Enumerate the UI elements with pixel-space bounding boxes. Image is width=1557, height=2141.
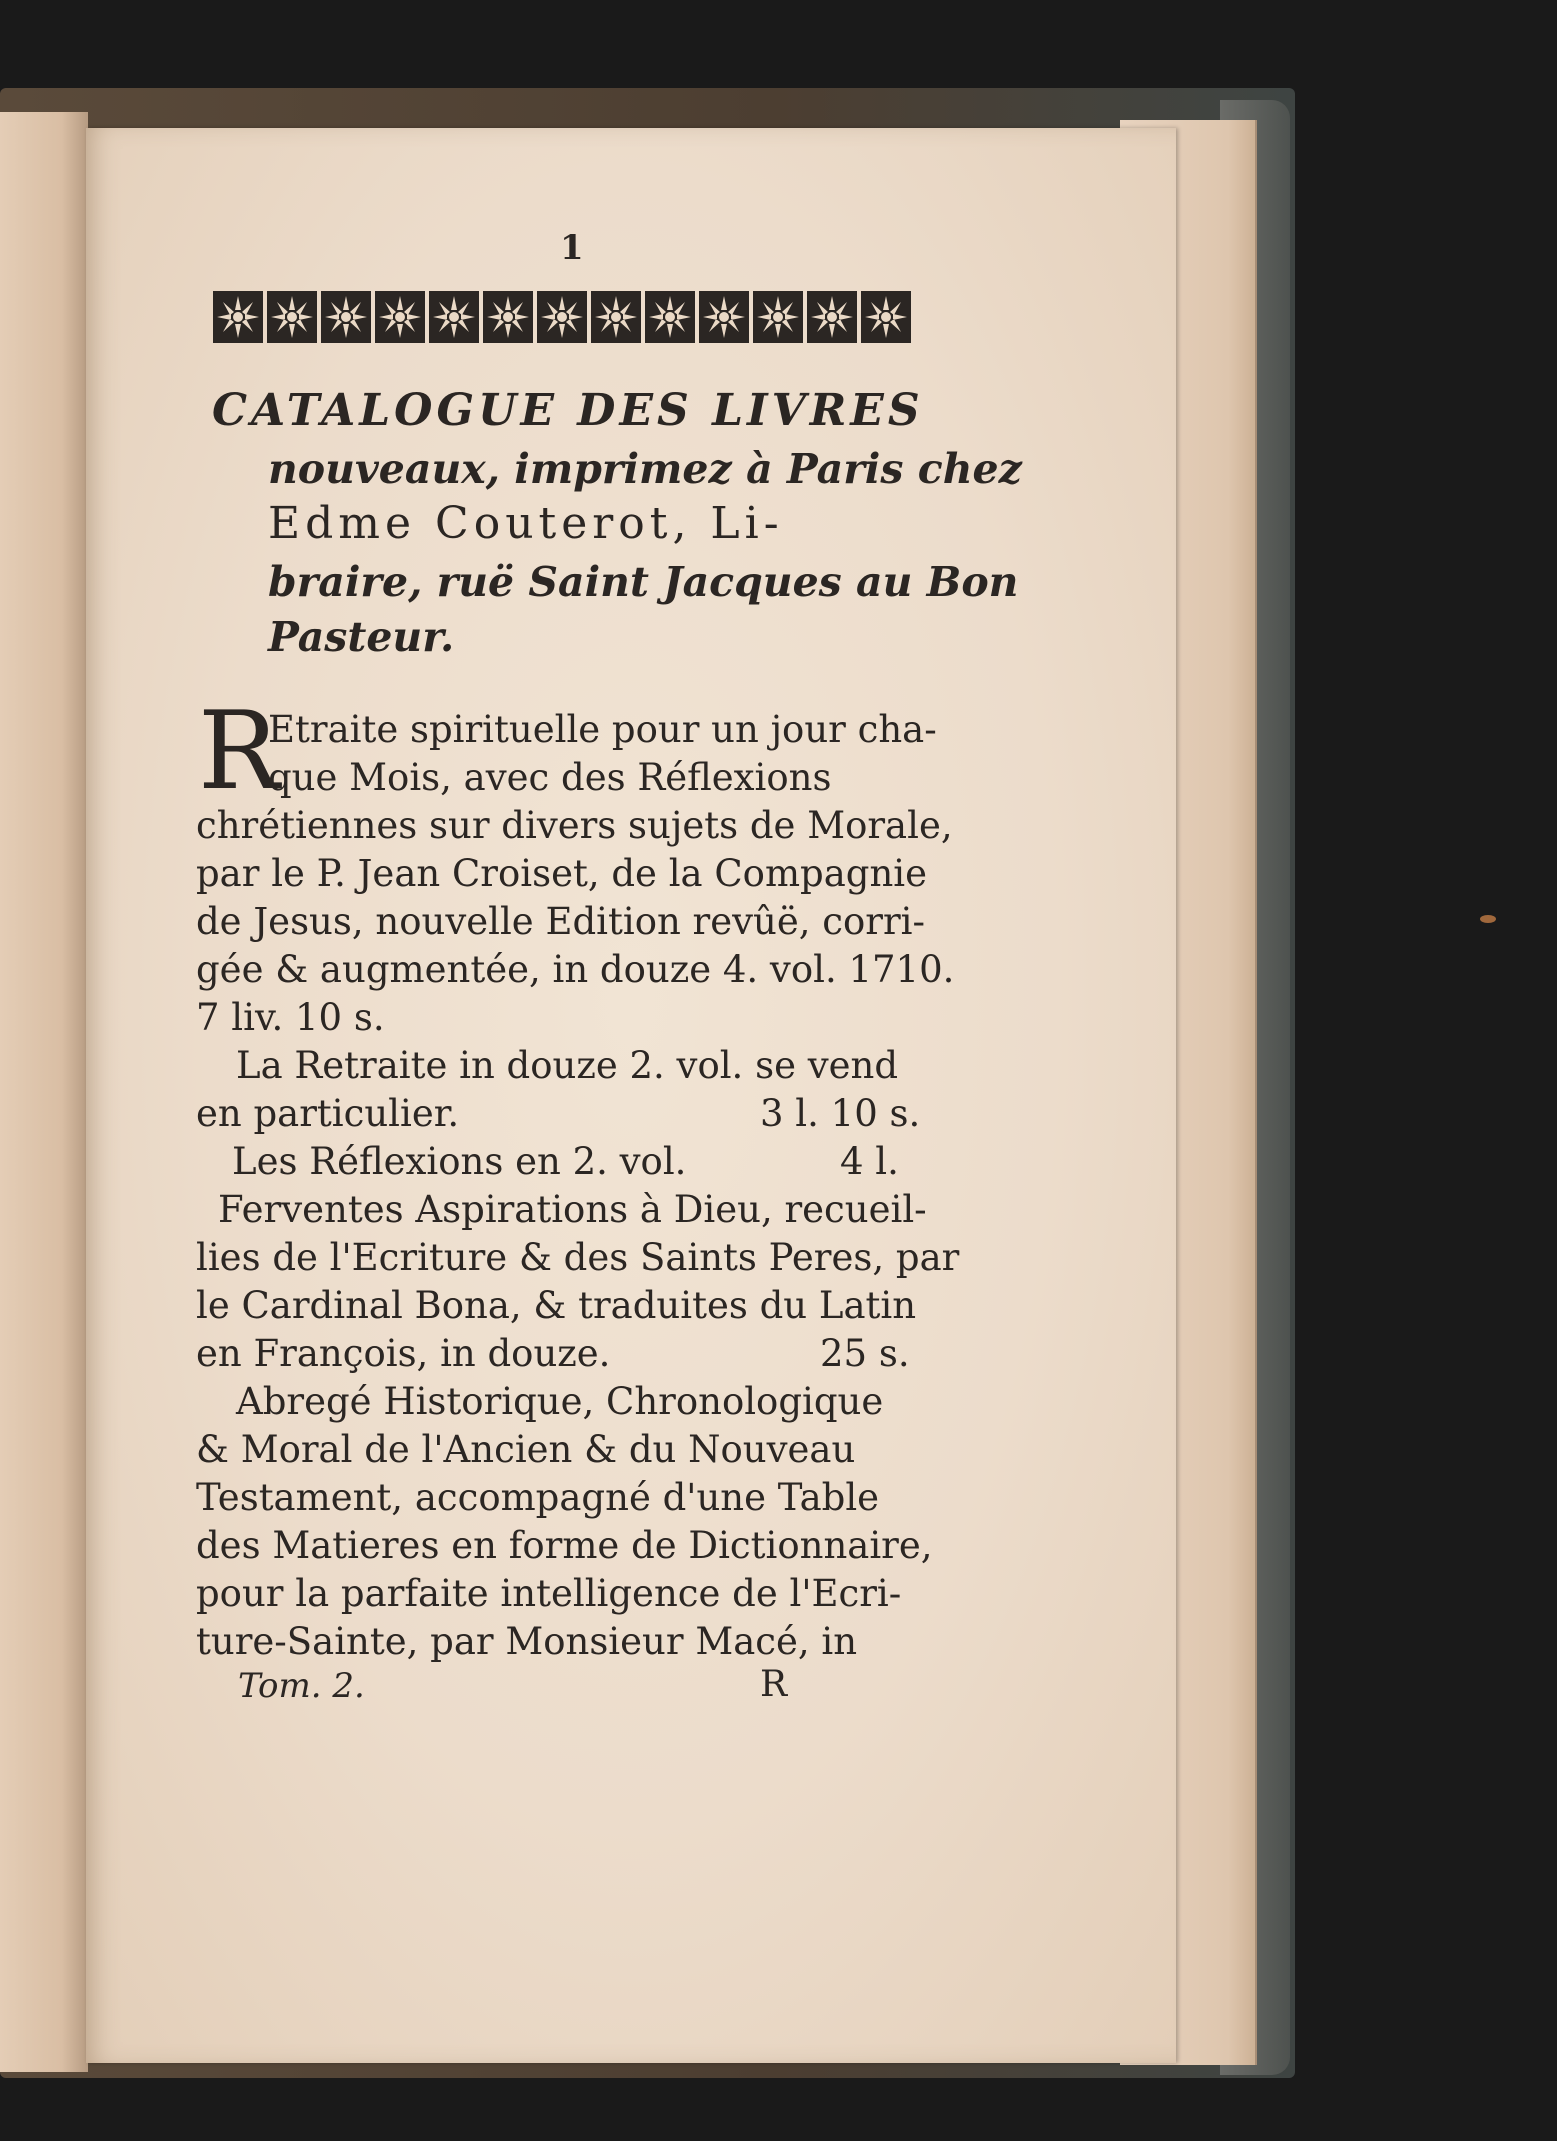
catalogue-title: CATALOGUE DES LIVRES: [212, 385, 924, 436]
drop-cap: R: [198, 689, 280, 814]
rosette-icon: [212, 290, 264, 344]
entry-line: gée & augmentée, in douze 4. vol. 1710.: [196, 948, 955, 991]
rosette-icon: [752, 290, 804, 344]
entry-line: 7 liv. 10 s.: [196, 996, 385, 1039]
rosette-icon: [860, 290, 912, 344]
rosette-icon: [698, 290, 750, 344]
catalogue-address-line: braire, ruë Saint Jacques au Bon: [268, 558, 1019, 606]
stain-mark: [1480, 915, 1496, 923]
entry-line: en François, in douze.: [196, 1332, 611, 1375]
rosette-icon: [482, 290, 534, 344]
entry-line: en particulier.: [196, 1092, 460, 1135]
entry-line: de Jesus, nouvelle Edition revûë, corri-: [196, 900, 925, 943]
tome-label: Tom. 2.: [238, 1666, 365, 1706]
entry-line: Testament, accompagné d'une Table: [196, 1476, 880, 1519]
entry-line: Abregé Historique, Chronologique: [236, 1380, 884, 1423]
entry-line: Ferventes Aspirations à Dieu, recueil-: [218, 1188, 927, 1231]
catalogue-subtitle-line: nouveaux, imprimez à Paris chez: [268, 445, 1022, 493]
catalogue-publisher: Edme Couterot, Li-: [268, 498, 784, 549]
entry-line: des Matieres en forme de Dictionnaire,: [196, 1524, 933, 1567]
entry-price: 25 s.: [820, 1332, 910, 1375]
rosette-icon: [590, 290, 642, 344]
entry-line: pour la parfaite intelligence de l'Ecri-: [196, 1572, 902, 1615]
entry-line: & Moral de l'Ancien & du Nouveau: [196, 1428, 856, 1471]
left-page-edge: [0, 112, 88, 2072]
rosette-icon: [806, 290, 858, 344]
entry-line: Les Réflexions en 2. vol.: [232, 1140, 687, 1183]
entry-line: La Retraite in douze 2. vol. se vend: [236, 1044, 899, 1087]
entry-line: Etraite spirituelle pour un jour cha-: [268, 708, 937, 751]
signature-mark: R: [760, 1664, 788, 1705]
entry-line: le Cardinal Bona, & traduites du Latin: [196, 1284, 917, 1327]
entry-price: 4 l.: [840, 1140, 899, 1183]
entry-line: chrétiennes sur divers sujets de Morale,: [196, 804, 953, 847]
entry-line: ture-Sainte, par Monsieur Macé, in: [196, 1620, 858, 1663]
rosette-icon: [536, 290, 588, 344]
rosette-icon: [266, 290, 318, 344]
rosette-icon: [320, 290, 372, 344]
entry-line: que Mois, avec des Réflexions: [268, 756, 832, 799]
entry-line: lies de l'Ecriture & des Saints Peres, par: [196, 1236, 960, 1279]
page-number: 1: [560, 228, 584, 268]
rosette-icon: [428, 290, 480, 344]
entry-price: 3 l. 10 s.: [760, 1092, 921, 1135]
rosette-icon: [644, 290, 696, 344]
rosette-icon: [374, 290, 426, 344]
catalogue-address-line: Pasteur.: [268, 613, 455, 661]
ornament-band: [212, 290, 912, 344]
entry-line: par le P. Jean Croiset, de la Compagnie: [196, 852, 928, 895]
